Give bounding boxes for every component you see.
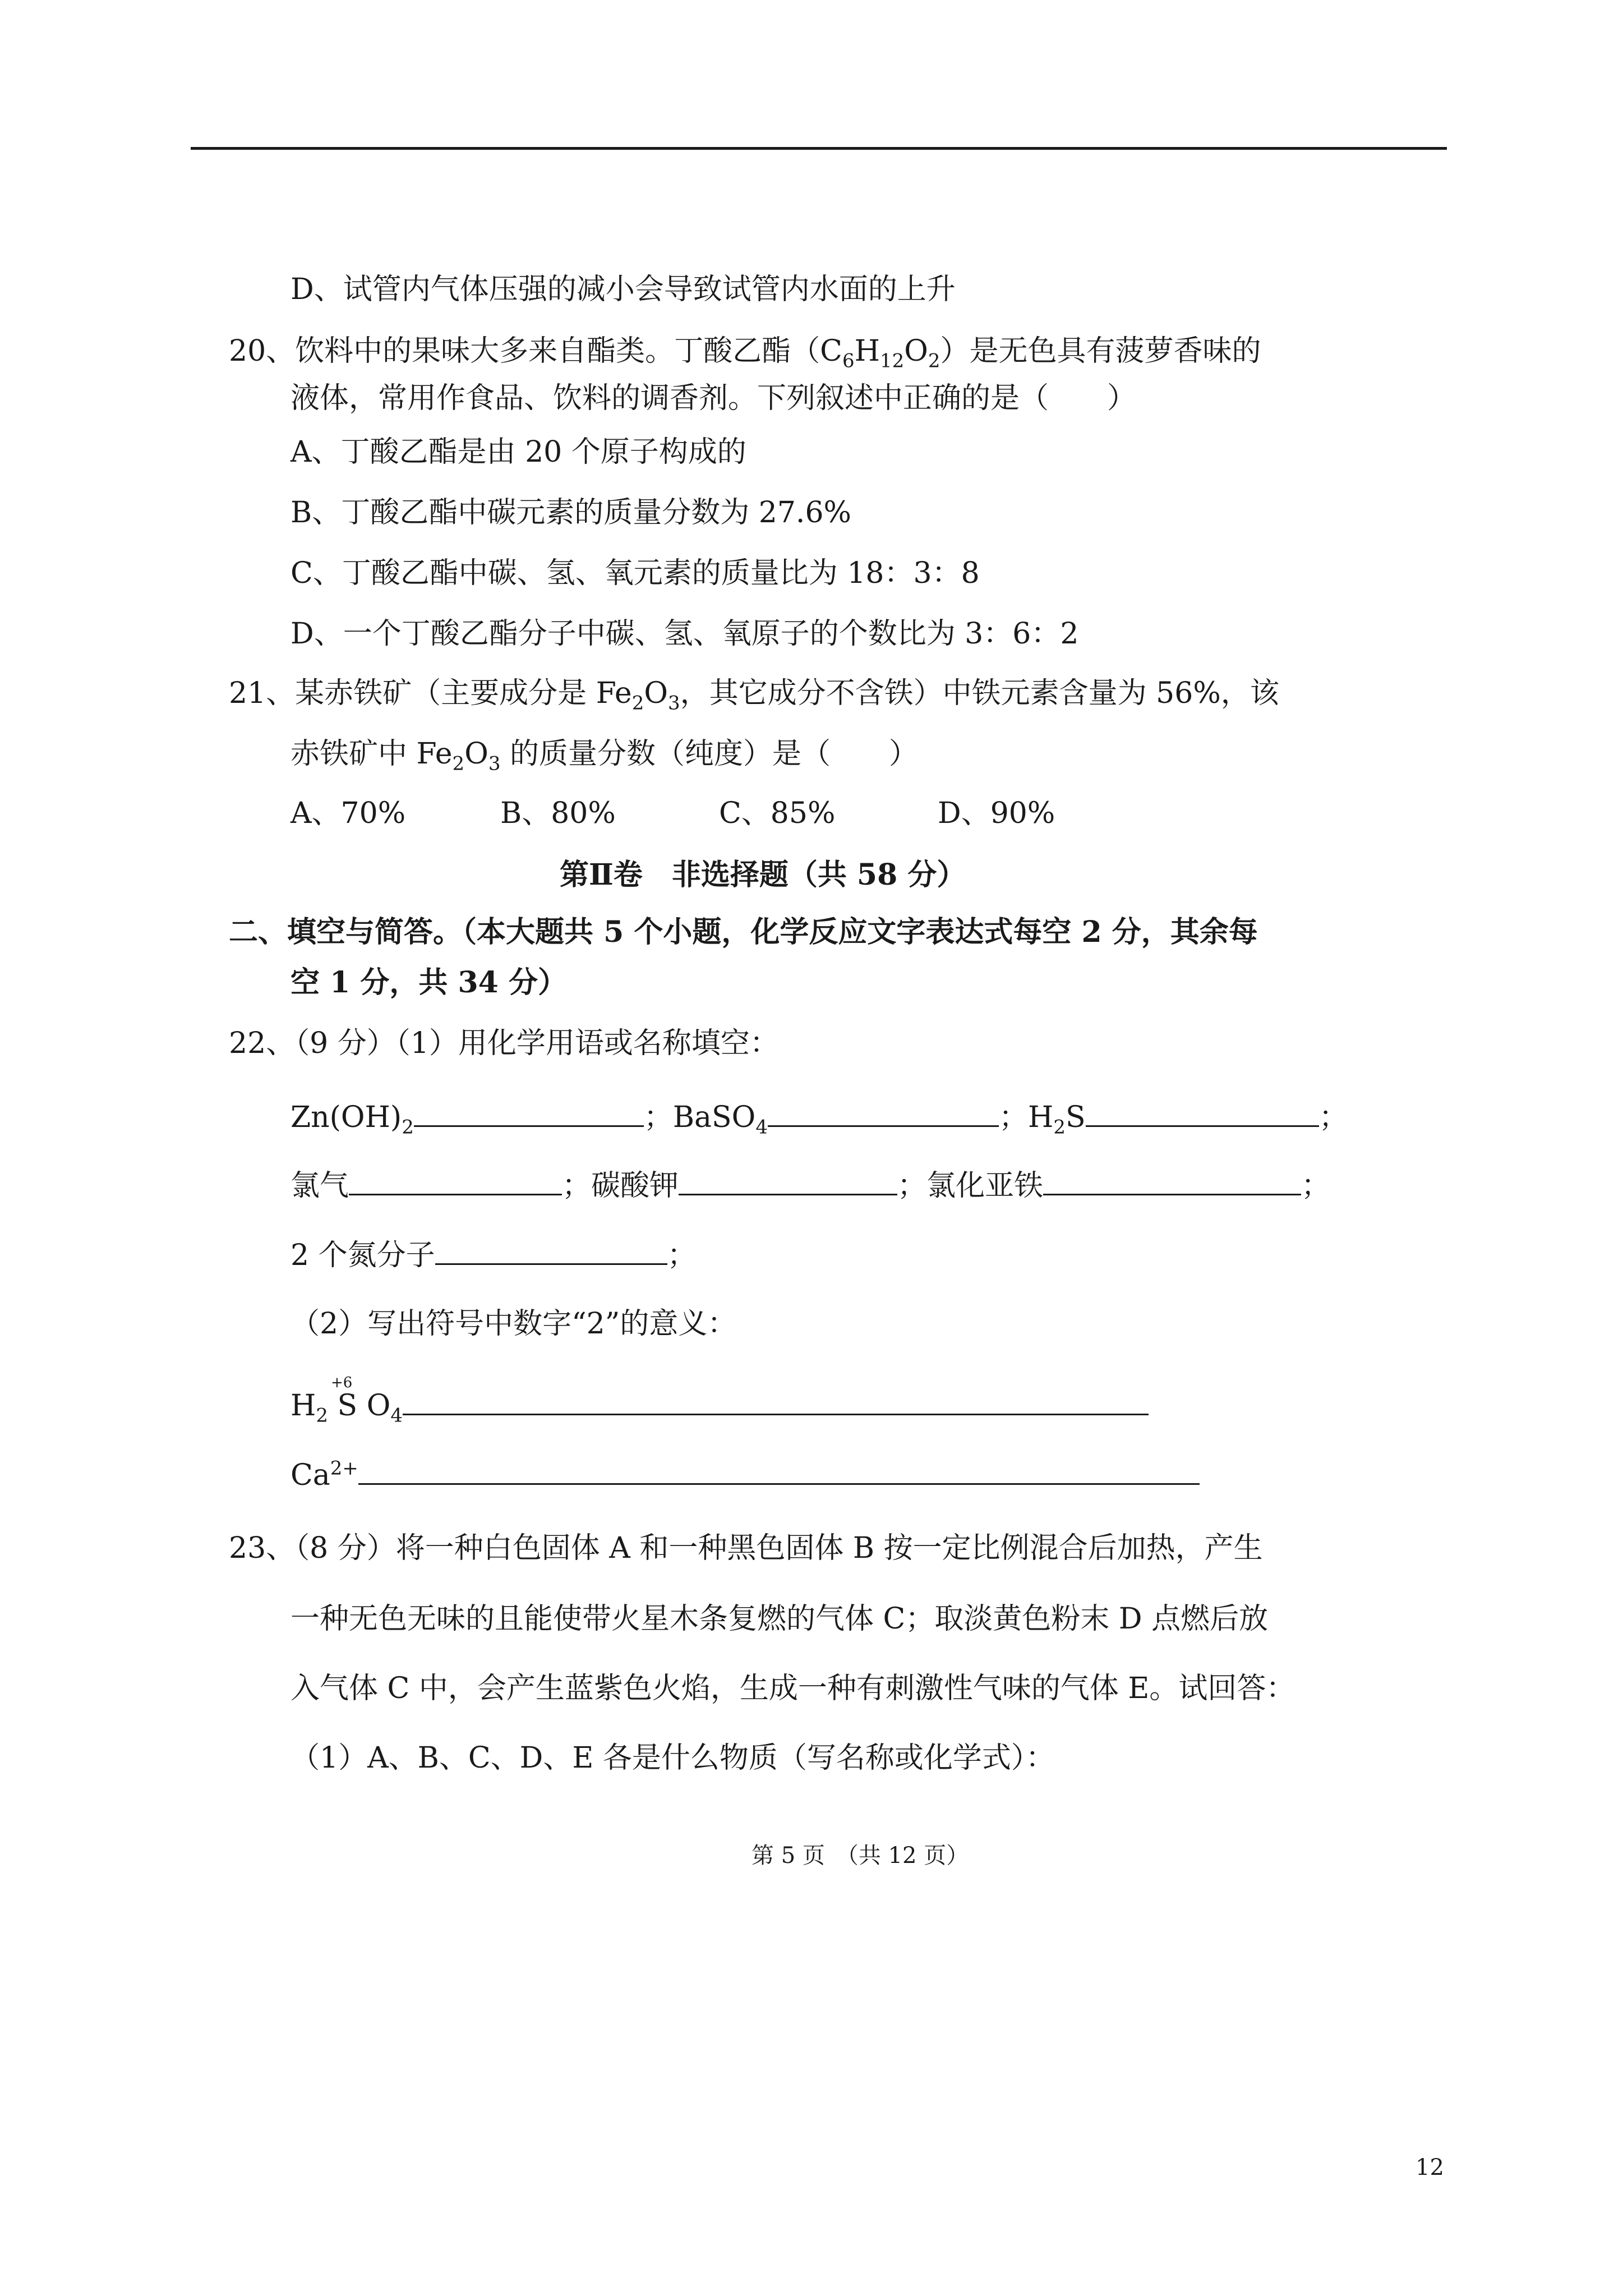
q22-stem: 22、（9 分）（1）用化学用语或名称填空： (229, 1027, 779, 1060)
header-rule (191, 147, 1447, 150)
section-heading-line2: 空 1 分，共 34 分） (291, 965, 567, 1000)
valence-mark: +6 (331, 1374, 353, 1391)
q20-option-c: C、丁酸乙酯中碳、氢、氧元素的质量比为 18：3：8 (291, 556, 980, 590)
answer-blank-ca[interactable] (358, 1457, 1200, 1485)
q22-part2: （2）写出符号中数字“2”的意义： (291, 1307, 737, 1341)
answer-blank-n2[interactable] (435, 1237, 667, 1265)
page-number: 12 (1415, 2155, 1444, 2180)
q23-line2: 一种无色无味的且能使带火星木条复燃的气体 C；取淡黄色粉末 D 点燃后放 (291, 1602, 1269, 1636)
q21-stem-line1: 21、某赤铁矿（主要成分是 $Fe_2O_3$，其它成分不含铁）中铁元素含量为 56%，该 (229, 677, 1279, 715)
answer-blank-fecl2[interactable] (1043, 1168, 1301, 1195)
q22-row3: 2 个氮分子 ； (291, 1239, 697, 1272)
q21-stem-line2: 赤铁矿中 $Fe_2O_3$ 的质量分数（纯度）是（ ） (291, 737, 918, 775)
q22-row1: $Zn(OH)_2$ ；BaSO$_4$ ；$H_2S$ ； (291, 1101, 1348, 1139)
q22-h2so4-row: $H_2$ S $O_4$ (291, 1388, 1149, 1423)
q20-option-b: B、丁酸乙酯中碳元素的质量分数为 27.6% (291, 496, 851, 530)
q20-option-d: D、一个丁酸乙酯分子中碳、氢、氧原子的个数比为 3：6：2 (291, 617, 1079, 651)
answer-blank-k2co3[interactable] (679, 1168, 897, 1195)
answer-blank-h2s[interactable] (1086, 1099, 1319, 1127)
answer-blank-cl[interactable] (349, 1168, 562, 1195)
q20-option-a: A、丁酸乙酯是由 20 个原子构成的 (291, 435, 746, 469)
q21-option-d: D、90% (938, 797, 1055, 830)
section-title: 第Ⅱ卷 非选择题（共 58 分） (560, 858, 966, 892)
section-heading-line1: 二、填空与简答。（本大题共 5 个小题，化学反应文字表达式每空 2 分，其余每 (229, 915, 1258, 949)
answer-blank-h2so4[interactable] (403, 1388, 1149, 1415)
answer-blank-zn[interactable] (414, 1099, 644, 1127)
page-footer: 第 5 页 （共 12 页） (751, 1843, 969, 1869)
q20-stem-line2: 液体，常用作食品、饮料的调香剂。下列叙述中正确的是（ ） (291, 381, 1137, 415)
q21-option-a: A、70% (291, 797, 406, 830)
q22-ca-row: $Ca^{2+}$ (291, 1457, 1200, 1492)
answer-blank-ba[interactable] (768, 1099, 999, 1127)
q21-option-c: C、85% (719, 797, 836, 830)
q23-line4: （1）A、B、C、D、E 各是什么物质（写名称或化学式）： (291, 1741, 1055, 1775)
q21-option-b: B、80% (500, 797, 616, 830)
q19-option-d: D、试管内气体压强的减小会导致试管内水面的上升 (291, 273, 956, 306)
q20-stem-line1: 20、饮料中的果味大多来自酯类。丁酸乙酯$(C_6H_{12}O_2)$是无色具有菠萝香味的 (229, 334, 1261, 372)
q22-row2: 氯气 ；碳酸钾 ；氯化亚铁 ； (291, 1169, 1331, 1203)
q23-line3: 入气体 C 中，会产生蓝紫色火焰，生成一种有刺激性气味的气体 E。试回答： (291, 1672, 1295, 1705)
q23-line1: 23、（8 分）将一种白色固体 A 和一种黑色固体 B 按一定比例混合后加热，产生 (229, 1531, 1263, 1565)
